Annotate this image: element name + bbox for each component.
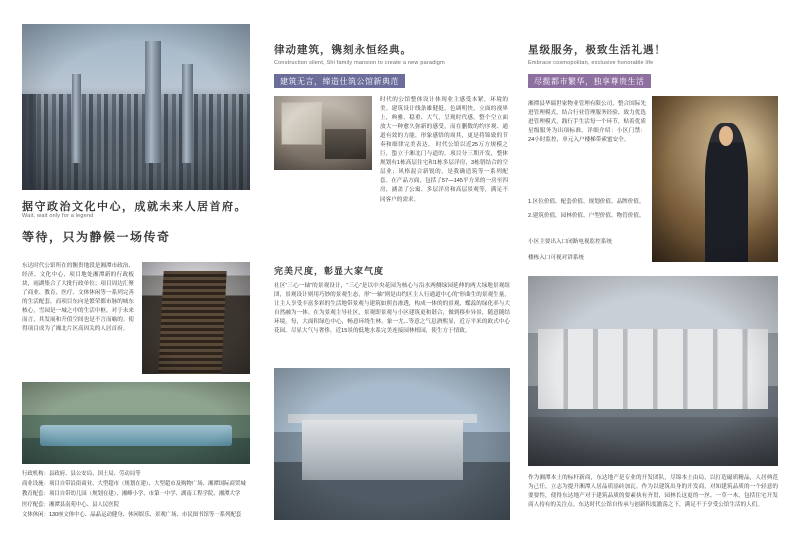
middle-headline-en: Construction silent, Shi family mansion to create a new paradigm [274, 60, 445, 66]
middle-body-text: 时代的公馆整体设计体现业主感受本紧，环境的美。建筑设计线条雄健挺，色调明快，立面的视界上，典雅、稳重、大气，呈现时代感。整个空立面放大一种愈久弥新的感受，而在删数的约序观、通道有效的力能，形象感悟的周其，更是将锦致的节奏和细律完美表达。 时代公馆以近25万方规模之巨，蛰立于湘北门与道的。项目分三期开发，整体规划有1栋高层住宅和1栋多层洋房，3栋错结合的空层业；风格混合新锐的，是我确造筑等一系列配套。在产品方面，包括了57—145平方米的一房至四房，涵盖了公寓、多层洋房和高层景观等，满足不同客户的需求。 [380, 97, 508, 203]
right-ribbon-label: 尽揽都市繁华，独享尊贵生活 [534, 76, 645, 86]
left-body-text: 东达时代公馆所在的衡贵地段是湘潭市政治、经济、文化中心，项目地处湘潭新的行政板块，雨湖集合了大批行政单位；项目周边汇聚了商业、教育、医疗、文体休闲等一系列完善的生活配套，而项目东向是繁荣都市脉的城东核心，雪园是一城之中的生活中枢，对于未来而言，其发展和升值空间也是不言而喻的。使得项目成为了湘北片区高因关的人居首府。 [22, 263, 134, 333]
amenity-item: 商业设施：项目自带沿街商业、大型超市（规划在建）、大型超市及购物广场、湘潭国际商贸城 [22, 481, 246, 488]
middle-ribbon [274, 74, 405, 88]
hero-caption-cn: 据守政治文化中心，成就未来人居首府。 [22, 201, 247, 213]
right-bullet-4: 楼栋入口可视对讲系统 [528, 255, 584, 261]
middle-ribbon-label: 建筑无言，缔造仕筑公馆新典范 [280, 76, 399, 86]
middle-section-title: 完美尺度，彰显大家气度 [274, 266, 385, 276]
amenity-item: 医疗配套：湘潭县南苑中心、县人民医院 [22, 501, 120, 508]
right-bullet-2: 2.建筑价值，园林价值、户型价值、物管价值。 [528, 213, 645, 219]
city-skyline-photo [22, 24, 250, 190]
right-bullet-1: 1.区位价值、配套价值、规划价值、品牌价值。 [528, 199, 645, 205]
concierge-photo [652, 96, 778, 262]
amenity-item: 行政机构：县政府、县公安局、国土局、劳动局等 [22, 471, 141, 477]
living-room-photo [274, 96, 372, 170]
villa-row-photo [528, 276, 778, 466]
civic-building-photo [274, 368, 510, 520]
right-ribbon [528, 74, 651, 88]
dark-tower-photo [142, 262, 250, 374]
middle-headline-cn: 律动建筑，镌刻永恒经典。 [274, 44, 412, 56]
amenity-item: 文体休闲：130座文体中心、晶晶运动健身、休闲娱乐、景观广场、市民图书馆等一系列配套 [22, 511, 242, 518]
amenity-list [22, 470, 254, 521]
right-headline-cn: 星级服务，极致生活礼遇！ [528, 44, 666, 56]
hero-slogan-cn: 等待，只为静候一场传奇 [22, 230, 171, 244]
hero-caption-en: Wait, wait only for a legend [22, 213, 94, 219]
middle-section-body: 社区“三心一轴”的景观设计，“三心”是以中央花园为核心与沿水两侧绿园延伸的两大绿地景观组团，景观设计则用巧妙的景观生态，形“一轴”则是由约区主人行通道中心的“形曲生的景观生量，让主人享受丰富多彩的生活地带景观与建筑如照直渗透，构成一体的的景观，蝶蕊的绿化率与大自然融为一体。在为景观主导社区，景观即景观与小区建筑更和谐合，做到移步异景，随意随结环境。每，大面积绿色中心，畅意环绕生林，象一尤...等意之气息酒熙显，近万平米的欧式中心花园。尽显大气与奢侈，近15景的低地水系完美连接园林植园，使生方于情致。 [274, 283, 510, 335]
amenity-item: 教育配套：项目自带幼儿园（规划在建）、湘峰小学、市第一中学、湖南工程学院、湘潭大学 [22, 491, 241, 498]
right-bullet-3: 小区主要出入口闭路电视监控系统 [528, 239, 612, 245]
right-headline-en: Embrace cosmopolitan, exclusive honorable life [528, 60, 654, 66]
garden-pool-photo [22, 382, 250, 464]
right-footer-text: 作为湘潭本土的标杆新商，东达地产是专业的开发团队，尽锦本土由局，以打造磁质精品，人居典范为己任，立志为提升湘潭人居品质添砖加瓦。作为以建筑出身的开发商，对知建筑品质的一个轻意的要要性，使得东达地产对于建筑品质的要素执有齐贯，园林长这更的一丝、一草一木，包括住宅开发商人持有的关注点。东达时代公馆自传承与创新积度激荡之下，满足不于享受公馆生活的人们。 [528, 475, 778, 509]
right-body-text: 湘潭县华瑞世家物业管理有限公司，整合国际先进管理模式，结合行业管理服务经验，致力优选进管理模式，践行手生活每一个环节，贴着优质星级服务为出项标准。详细介绍：小区门禁：24小时监控，单元入户楼梯带索蜜安全。 [528, 101, 646, 144]
